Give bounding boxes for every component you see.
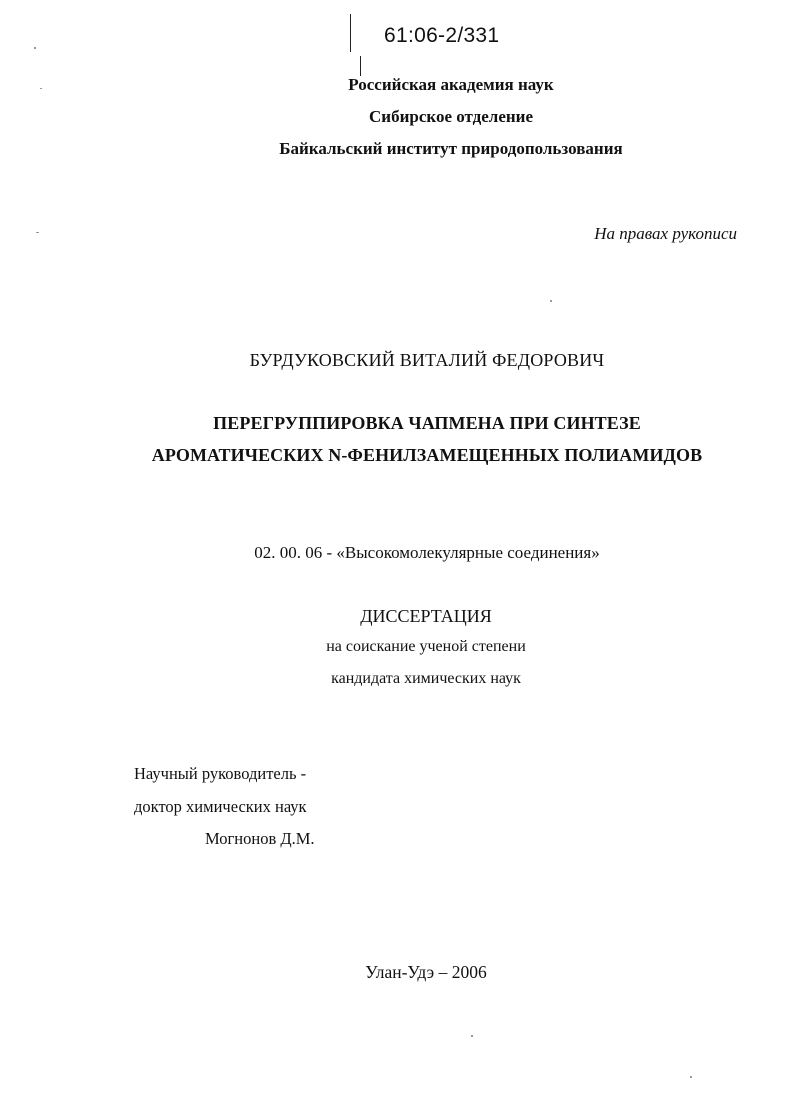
supervisor-name: Могнонов Д.М. bbox=[205, 829, 315, 848]
org-institute: Байкальский институт природопользования bbox=[279, 139, 623, 158]
document-type: ДИССЕРТАЦИЯ bbox=[360, 606, 492, 626]
org-academy: Российская академия наук bbox=[348, 75, 554, 94]
degree-line-2: кандидата химических наук bbox=[331, 670, 521, 687]
scan-speck bbox=[550, 300, 552, 302]
scan-speck bbox=[471, 1035, 473, 1037]
supervisor-degree: доктор химических наук bbox=[134, 797, 307, 816]
author-name: БУРДУКОВСКИЙ ВИТАЛИЙ ФЕДОРОВИЧ bbox=[249, 350, 605, 370]
stamp-mark-left bbox=[350, 14, 351, 52]
place-date: Улан-Удэ – 2006 bbox=[365, 962, 487, 982]
stamp-mark-right bbox=[360, 56, 361, 76]
catalog-number: 61:06-2/331 bbox=[384, 24, 500, 47]
title-line-1: ПЕРЕГРУППИРОВКА ЧАПМЕНА ПРИ СИНТЕЗЕ bbox=[213, 413, 641, 433]
scan-speck bbox=[690, 1076, 692, 1078]
scan-speck bbox=[34, 47, 36, 49]
title-line-2: АРОМАТИЧЕСКИХ N-ФЕНИЛЗАМЕЩЕННЫХ ПОЛИАМИДОВ bbox=[151, 445, 703, 465]
scan-speck bbox=[40, 88, 42, 89]
specialty-code: 02. 00. 06 - «Высокомолекулярные соединения» bbox=[254, 543, 600, 562]
org-branch: Сибирское отделение bbox=[369, 107, 533, 126]
rights-note: На правах рукописи bbox=[594, 224, 737, 243]
scan-speck bbox=[36, 232, 39, 233]
degree-line-1: на соискание ученой степени bbox=[326, 638, 526, 655]
supervisor-role: Научный руководитель - bbox=[134, 764, 307, 783]
